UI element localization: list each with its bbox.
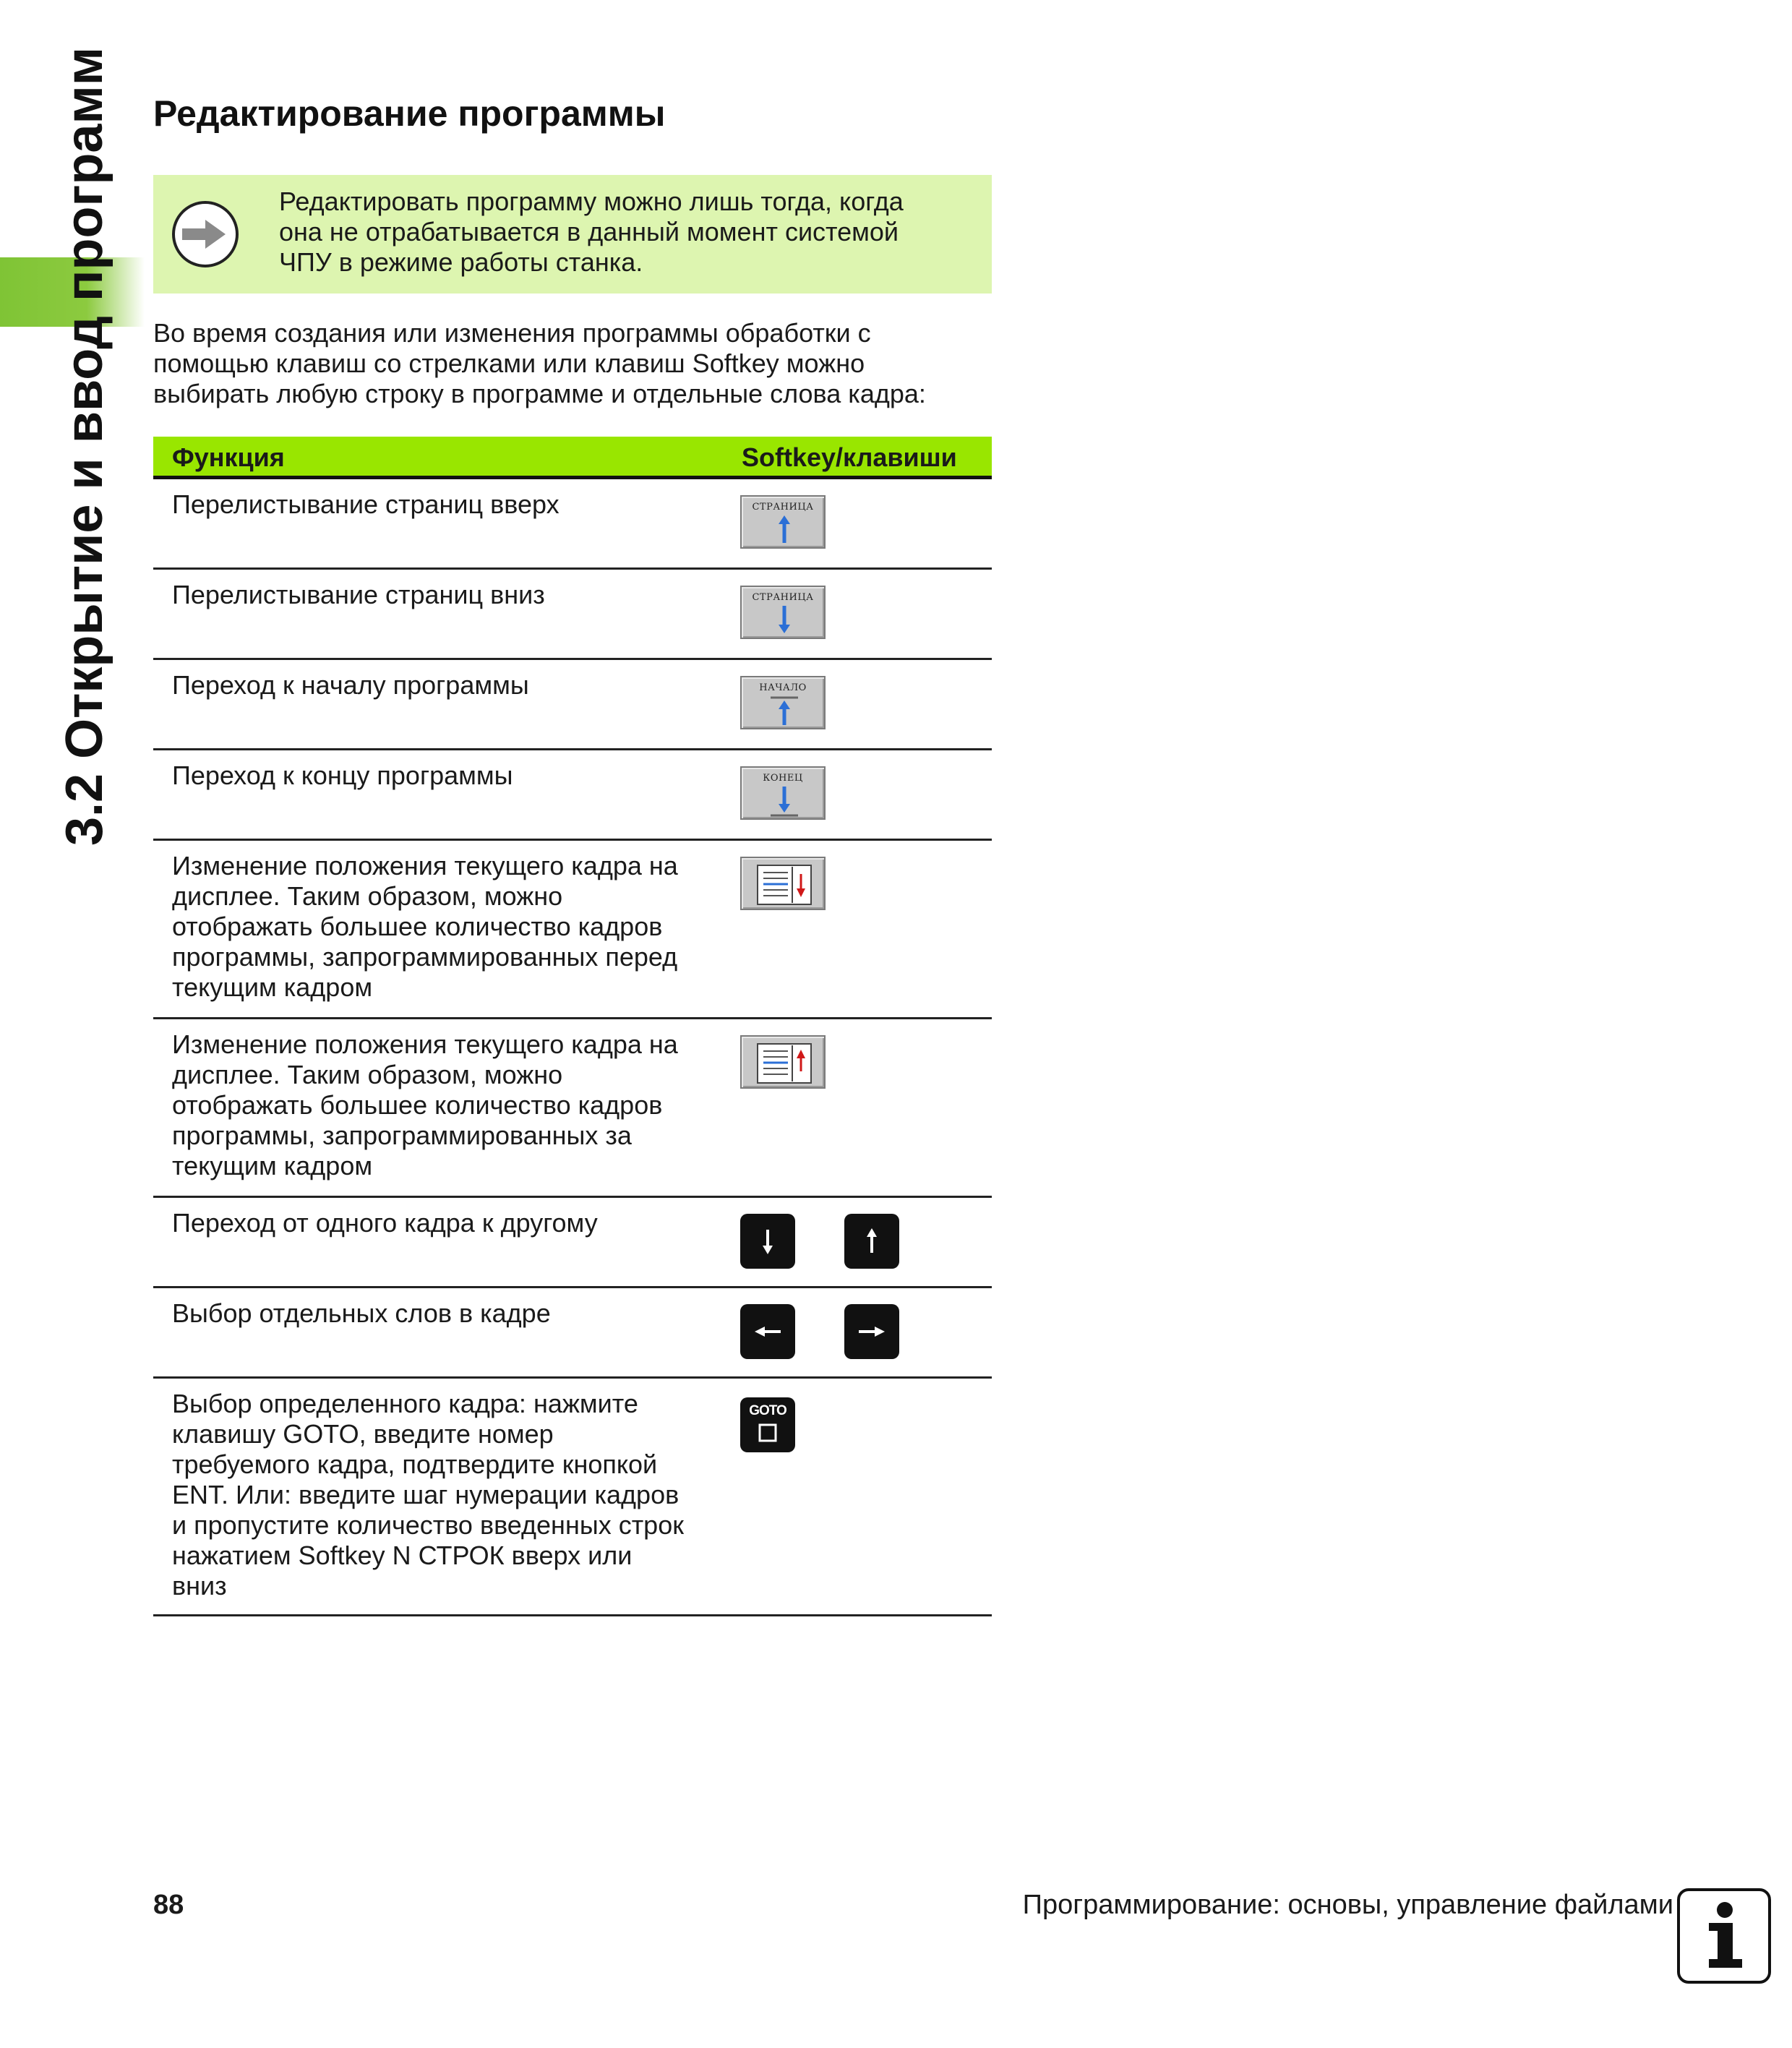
row-line: вниз xyxy=(172,1571,227,1601)
row-line: Переход к началу программы xyxy=(172,670,529,700)
row-description xyxy=(172,851,721,1003)
note-text xyxy=(279,187,973,278)
table-row xyxy=(153,479,992,570)
shift-block-up-icon xyxy=(742,1037,827,1090)
intro-paragraph xyxy=(153,318,999,409)
key-area xyxy=(740,676,826,729)
chapter-title: 3.2 Открытие и ввод программ xyxy=(56,47,113,846)
table-row xyxy=(153,1198,992,1288)
key-area xyxy=(740,586,826,639)
intro-line: Во время создания или изменения программы обработки с xyxy=(153,318,871,348)
note-line: она не отрабатывается в данный момент системой xyxy=(279,217,899,247)
row-line: Изменение положения текущего кадра на xyxy=(172,1029,678,1059)
page-down-softkey[interactable] xyxy=(740,586,826,639)
table-row xyxy=(153,841,992,1019)
key-area xyxy=(740,857,826,910)
note-line: ЧПУ в режиме работы станка. xyxy=(279,247,643,277)
goto-key-label: GOTO xyxy=(749,1403,786,1418)
note-line: Редактировать программу можно лишь тогда, когда xyxy=(279,187,904,216)
row-line: программы, запрограммированных за xyxy=(172,1121,632,1150)
row-line: ENT. Или: введите шаг нумерации кадров xyxy=(172,1480,679,1509)
end-softkey[interactable] xyxy=(740,766,826,820)
row-line: клавишу GOTO, введите номер xyxy=(172,1419,554,1449)
row-description xyxy=(172,1029,721,1181)
shift-block-up-softkey[interactable] xyxy=(740,1035,826,1089)
table-row xyxy=(153,750,992,841)
row-description xyxy=(172,580,721,610)
arrow-right-key[interactable] xyxy=(844,1304,899,1359)
row-line: программы, запрограммированных перед xyxy=(172,942,678,972)
key-area xyxy=(740,766,826,820)
key-area xyxy=(740,1035,826,1089)
table-row xyxy=(153,660,992,750)
key-area xyxy=(740,495,826,549)
goto-key[interactable] xyxy=(740,1397,795,1452)
softkey-label: НАЧАЛО xyxy=(759,682,807,693)
arrow-up-key-icon xyxy=(844,1214,899,1269)
row-description xyxy=(172,1389,721,1601)
softkey-label: СТРАНИЦА xyxy=(752,502,814,513)
arrow-down-key-icon xyxy=(740,1214,795,1269)
intro-line: помощью клавиш со стрелками или клавиш Softkey можно xyxy=(153,348,865,378)
function-table xyxy=(153,437,992,1616)
page-up-softkey[interactable] xyxy=(740,495,826,549)
info-icon xyxy=(1677,1888,1771,1984)
intro-line: выбирать любую строку в программе и отдельные слова кадра: xyxy=(153,379,926,408)
page-up-icon xyxy=(742,497,827,550)
row-line: отображать большее количество кадров xyxy=(172,912,663,941)
begin-softkey[interactable] xyxy=(740,676,826,729)
row-line: и пропустите количество введенных строк xyxy=(172,1510,684,1540)
goto-key-icon xyxy=(740,1397,795,1452)
row-line: Переход от одного кадра к другому xyxy=(172,1208,598,1238)
row-line: Переход к концу программы xyxy=(172,760,513,790)
row-line: Перелистывание страниц вниз xyxy=(172,580,545,609)
row-description xyxy=(172,760,721,791)
row-line: текущим кадром xyxy=(172,1151,373,1181)
row-line: Перелистывание страниц вверх xyxy=(172,489,560,519)
row-line: дисплее. Таким образом, можно xyxy=(172,1060,563,1089)
row-description xyxy=(172,670,721,700)
page-title: Редактирование программы xyxy=(153,93,666,134)
table-header xyxy=(153,437,992,479)
softkey-label: КОНЕЦ xyxy=(763,773,803,784)
row-line: Выбор отдельных слов в кадре xyxy=(172,1298,551,1328)
begin-icon xyxy=(742,677,827,731)
row-line: Изменение положения текущего кадра на xyxy=(172,851,678,881)
arrow-right-key-icon xyxy=(844,1304,899,1359)
page-number: 88 xyxy=(153,1890,184,1920)
row-line: требуемого кадра, подтвердите кнопкой xyxy=(172,1449,658,1479)
table-row xyxy=(153,570,992,660)
row-line: текущим кадром xyxy=(172,972,373,1002)
softkey-label: СТРАНИЦА xyxy=(752,592,814,603)
header-function: Функция xyxy=(172,442,285,472)
arrow-left-key[interactable] xyxy=(740,1304,795,1359)
row-line: отображать большее количество кадров xyxy=(172,1090,663,1120)
table-row xyxy=(153,1379,992,1616)
arrow-down-key[interactable] xyxy=(740,1214,795,1269)
shift-block-down-softkey[interactable] xyxy=(740,857,826,910)
row-description xyxy=(172,489,721,520)
row-line: дисплее. Таким образом, можно xyxy=(172,881,563,911)
footer-title: Программирование: основы, управление файлами xyxy=(1022,1890,1673,1920)
row-line: нажатием Softkey N СТРОК вверх или xyxy=(172,1541,633,1570)
header-keys: Softkey/клавиши xyxy=(742,442,957,472)
table-row xyxy=(153,1019,992,1198)
arrow-up-key[interactable] xyxy=(844,1214,899,1269)
shift-block-down-icon xyxy=(742,858,827,912)
arrow-right-icon xyxy=(172,201,239,267)
page-down-icon xyxy=(742,587,827,640)
arrow-left-key-icon xyxy=(740,1304,795,1359)
end-icon xyxy=(742,768,827,821)
row-description xyxy=(172,1298,721,1329)
row-description xyxy=(172,1208,721,1238)
note-box xyxy=(153,175,992,294)
table-row xyxy=(153,1288,992,1379)
row-line: Выбор определенного кадра: нажмите xyxy=(172,1389,638,1418)
